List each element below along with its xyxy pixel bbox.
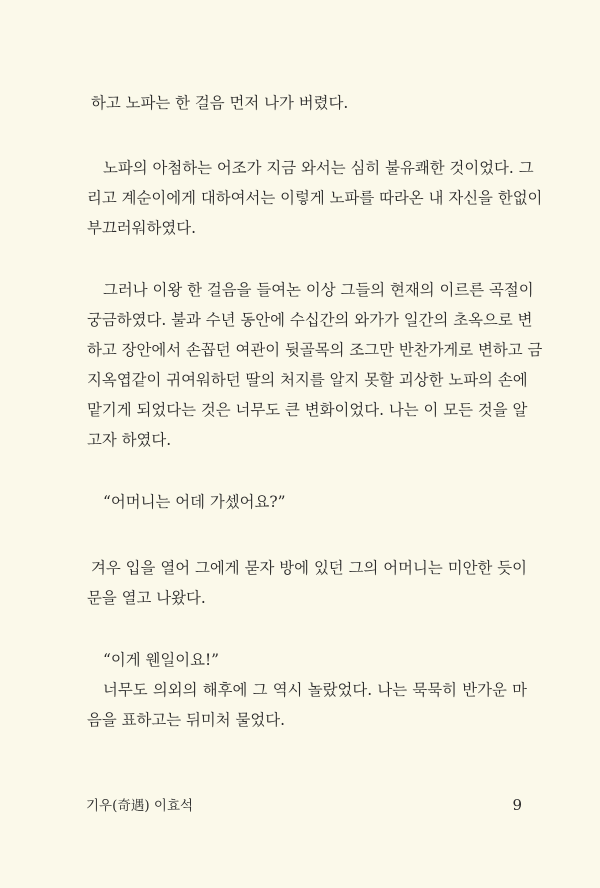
text-line: 노파의 아첨하는 어조가 지금 와서는 심히 불유쾌한 것이었다. 그 — [103, 159, 534, 177]
paragraph-3 — [87, 275, 543, 455]
page-number: 9 — [512, 796, 522, 814]
text-line: 리고 계순이에게 대하여서는 이렇게 노파를 따라온 내 자신을 한없이 — [87, 189, 543, 207]
text-line: “이게 웬일이요!” — [103, 651, 220, 669]
text-line: 문을 열고 나왔다. — [87, 589, 206, 607]
paragraph-2 — [87, 153, 543, 243]
text-line: 부끄러워하였다. — [87, 219, 196, 237]
text-line: 지옥엽같이 귀여워하던 딸의 처지를 알지 못할 괴상한 노파의 손에 — [87, 371, 528, 389]
text-line: 맡기게 되었다는 것은 너무도 큰 변화이었다. 나는 이 모든 것을 알 — [87, 401, 528, 419]
paragraph-6 — [87, 645, 527, 735]
text-line: 고자 하였다. — [87, 431, 172, 449]
text-line: 궁금하였다. 불과 수년 동안에 수십간의 와가가 일간의 초옥으로 변 — [87, 311, 533, 329]
text-line: 하고 노파는 한 걸음 먼저 나가 버렸다. — [91, 94, 349, 112]
text-line: 음을 표하고는 뒤미처 물었다. — [87, 711, 285, 729]
paragraph-1 — [87, 88, 527, 118]
paragraph-4 — [87, 487, 527, 517]
text-line: 너무도 의외의 해후에 그 역시 놀랐었다. 나는 묵묵히 반가운 마 — [103, 681, 527, 699]
text-line: 겨우 입을 열어 그에게 묻자 방에 있던 그의 어머니는 미안한 듯이 — [91, 559, 527, 577]
paragraph-5 — [87, 553, 527, 613]
text-line: “어머니는 어데 가셌어요?” — [103, 493, 286, 511]
footer-title: 기우(奇遇) 이효석 — [86, 798, 194, 814]
text-line: 하고 장안에서 손꼽던 여관이 뒷골목의 조그만 반찬가게로 변하고 금 — [87, 341, 543, 359]
text-line: 그러나 이왕 한 걸음을 들여논 이상 그들의 현재의 이르른 곡절이 — [103, 281, 534, 299]
